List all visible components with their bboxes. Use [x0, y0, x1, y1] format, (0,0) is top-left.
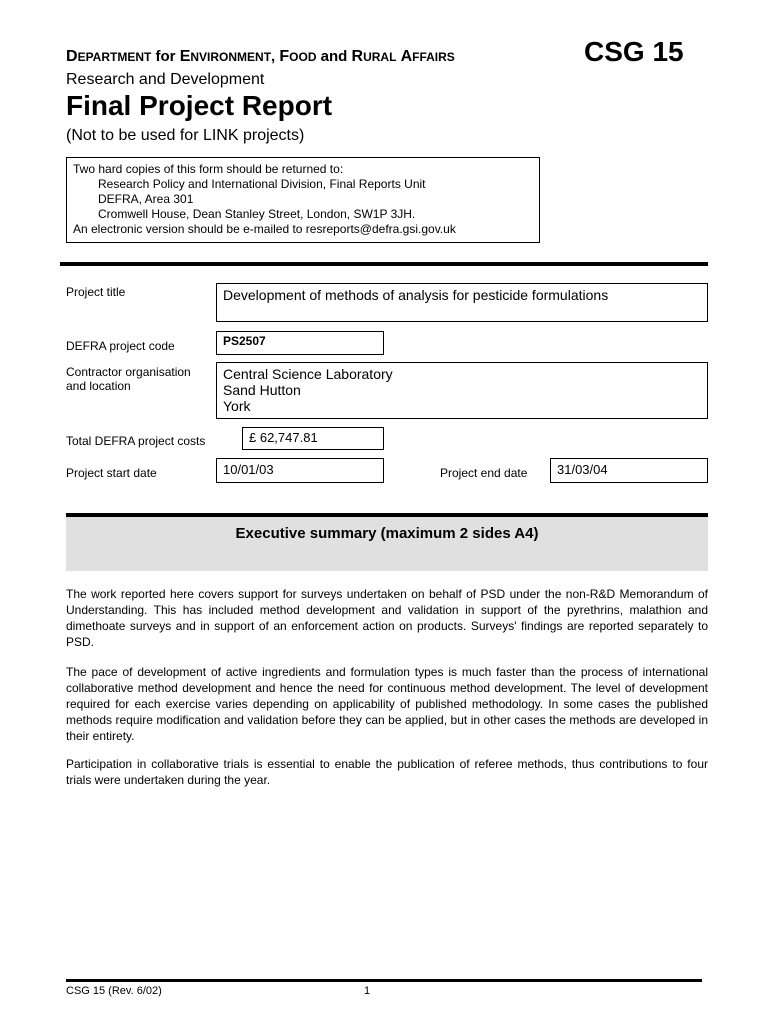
- project-title-field[interactable]: Development of methods of analysis for pesticide formulations: [216, 283, 708, 322]
- summary-paragraph-3: Participation in collaborative trials is essential to enable the publication of referee methods, thus contributions to four trials were undertaken during the year.: [66, 757, 708, 787]
- dept-d-cap: D: [66, 48, 78, 65]
- start-date-field[interactable]: 10/01/03: [216, 458, 384, 483]
- return-line-1: Two hard copies of this form should be returned to:: [73, 162, 344, 176]
- dept-r-cap: R: [351, 48, 364, 65]
- project-title-label: Project title: [66, 285, 126, 299]
- return-line-2: Research Policy and International Division, Final Reports Unit: [98, 177, 426, 191]
- dept-a-rest: FFAIRS: [412, 50, 455, 64]
- project-code-label: DEFRA project code: [66, 339, 175, 353]
- return-line-3: DEFRA, Area 301: [98, 192, 194, 206]
- dept-and: and: [316, 48, 352, 65]
- dept-comma: ,: [271, 48, 280, 65]
- footer-form-revision: CSG 15 (Rev. 6/02): [66, 985, 162, 997]
- contractor-field[interactable]: [216, 362, 708, 419]
- return-line-4: Cromwell House, Dean Stanley Street, London, SW1P 3JH.: [98, 207, 416, 221]
- page-number: 1: [364, 985, 371, 997]
- dept-e-rest: NVIRONMENT: [190, 50, 272, 64]
- form-code: CSG 15: [584, 36, 684, 67]
- contractor-label-line-1: Contractor organisation: [66, 365, 191, 379]
- dept-r-rest: URAL: [363, 50, 397, 64]
- link-note: (Not to be used for LINK projects): [66, 127, 305, 144]
- executive-summary-header: [66, 513, 708, 571]
- summary-paragraph-2: The pace of development of active ingredients and formulation types is much faster than the process of international collaborative method development and hence the need for continuous method development. The level of development required for each exercise varies depending on applicability of published methodology. In some cases the published methods require modification and validation before they can be applied, but in other cases the methods are developed in their entirety.: [66, 665, 708, 743]
- page-title: Final Project Report: [66, 90, 333, 121]
- contractor-line-1: Central Science Laboratory: [223, 366, 393, 382]
- dept-for: for: [151, 48, 180, 65]
- costs-label: Total DEFRA project costs: [66, 434, 206, 448]
- contractor-line-3: York: [223, 398, 251, 414]
- contractor-label: [66, 365, 191, 393]
- dept-f-cap: F: [279, 48, 290, 65]
- executive-summary-heading: Executive summary (maximum 2 sides A4): [235, 525, 539, 542]
- dept-e-cap: E: [179, 48, 191, 65]
- section-divider: [60, 262, 708, 266]
- end-date-field[interactable]: 31/03/04: [550, 458, 708, 483]
- summary-paragraph-1: The work reported here covers support for surveys undertaken on behalf of PSD under the non-R&D Memorandum of Understanding. This has included method development and validation in support of the pyrethrins, malathion and dimethoate surveys and in support of an enforcement action on products. Surveys' findings are reported separately to PSD.: [66, 587, 708, 649]
- project-code-field[interactable]: PS2507: [216, 331, 384, 355]
- department-name: [66, 48, 455, 66]
- dept-f-rest: OOD: [289, 50, 317, 64]
- footer-divider: [66, 979, 702, 982]
- end-date-label: Project end date: [440, 466, 528, 480]
- return-instructions-box: [66, 157, 540, 243]
- costs-field[interactable]: £ 62,747.81: [242, 427, 384, 450]
- dept-d-rest: EPARTMENT: [77, 50, 152, 64]
- contractor-label-line-2: and location: [66, 379, 131, 393]
- return-line-5: An electronic version should be e-mailed to resreports@defra.gsi.gov.uk: [73, 222, 456, 236]
- start-date-label: Project start date: [66, 466, 157, 480]
- subtitle: Research and Development: [66, 71, 265, 88]
- contractor-line-2: Sand Hutton: [223, 382, 301, 398]
- dept-a-cap: A: [400, 48, 413, 65]
